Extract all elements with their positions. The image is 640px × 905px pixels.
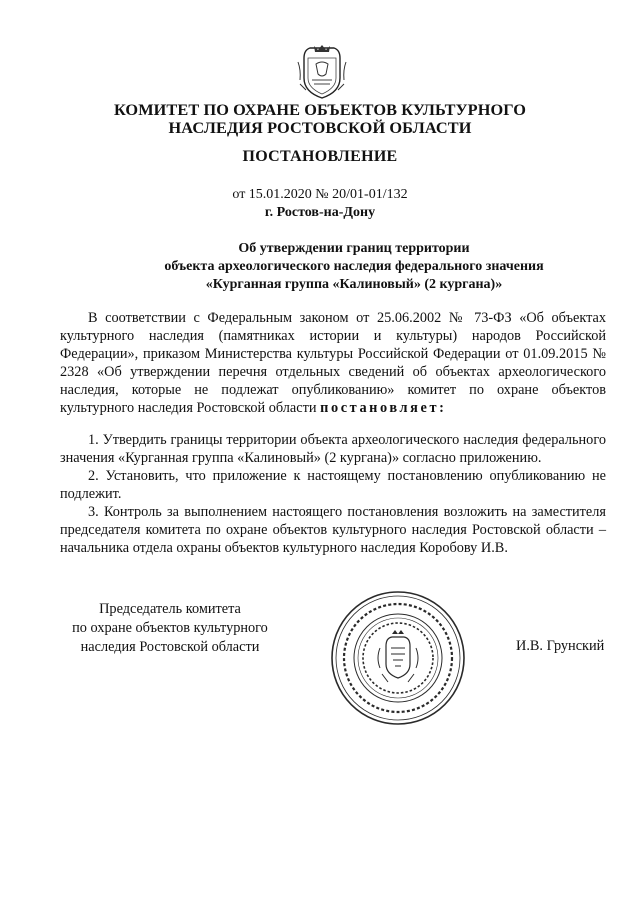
decree-items [60,431,606,557]
city: г. Ростов-на-Дону [264,205,376,220]
intro-text: В соответствии с Федеральным законом от 25.06.2002 № 73-ФЗ «Об объектах культурного наследия (памятниках истории и культуры) народов Российской Федерации», приказом Министерства культуры Российской Федерации от 01.09.2015 № 2328 «Об утверждении перечня отдельных сведений об объектах археологического наследия, которые не подлежат опубликованию» комитет по охране объектов культурного наследия Ростовской области [60,310,606,416]
signatory-title-line-1: Председатель комитета [99,601,241,617]
signatory-title-line-3: наследия Ростовской области [80,639,260,655]
subject-line-3: «Курганная группа «Калиновый» (2 кургана)» [205,277,503,292]
subject-line-1: Об утверждении границ территории [238,241,470,256]
org-line-2: НАСЛЕДИЯ РОСТОВСКОЙ ОБЛАСТИ [168,118,472,137]
signatory-title [60,600,280,657]
document-meta [0,186,640,222]
coat-of-arms-icon [296,44,348,100]
intro-paragraph [60,309,606,417]
decree-item: 3. Контроль за выполнением настоящего постановления возложить на заместителя председателя комитета по охране объектов культурного наследия Ростовской области – начальника отдела охраны объектов культурного наследия Коробову И.В. [60,504,606,556]
org-line-1: КОМИТЕТ ПО ОХРАНЕ ОБЪЕКТОВ КУЛЬТУРНОГО [113,100,527,119]
subject-line-2: объекта археологического наследия федерального значения [164,259,544,274]
document-subject [120,240,588,294]
signatory-name: И.В. Грунский [516,638,605,654]
official-seal-icon [330,590,466,726]
decree-word: постановляет: [320,400,447,416]
date-number: от 15.01.2020 № 20/01-01/132 [232,187,408,202]
decree-item: 2. Установить, что приложение к настоящему постановлению опубликованию не подлежит. [60,468,606,502]
document-type: ПОСТАНОВЛЕНИЕ [242,148,398,165]
decree-item: 1. Утвердить границы территории объекта археологического наследия федерального значения «Курганная группа «Калиновый» (2 кургана)» согласно приложению. [60,432,606,466]
signatory-title-line-2: по охране объектов культурного [72,620,268,636]
organization-name [0,101,640,137]
